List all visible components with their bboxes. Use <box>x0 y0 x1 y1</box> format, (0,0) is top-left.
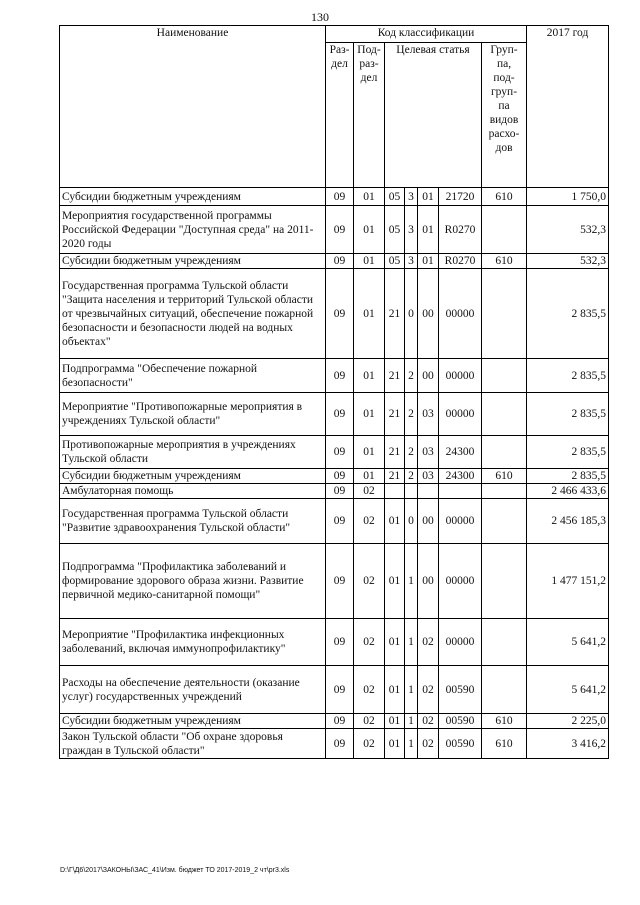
table-row <box>60 254 609 269</box>
table-row <box>60 729 609 759</box>
row-expense-type <box>482 484 527 499</box>
row-direction-code: 00000 <box>439 544 482 619</box>
row-podrazdel: 01 <box>354 469 385 484</box>
row-razdel: 09 <box>326 729 354 759</box>
row-razdel: 09 <box>326 499 354 544</box>
row-razdel: 09 <box>326 393 354 436</box>
row-razdel: 09 <box>326 666 354 714</box>
row-name: Мероприятие "Противопожарные мероприятия в учреждениях Тульской области" <box>60 393 326 436</box>
row-direction-code: 24300 <box>439 469 482 484</box>
row-podrazdel: 02 <box>354 714 385 729</box>
row-podrazdel: 02 <box>354 729 385 759</box>
row-program-code: 05 <box>385 254 405 269</box>
row-razdel: 09 <box>326 359 354 393</box>
row-subprogram-code: 1 <box>405 729 418 759</box>
budget-table <box>59 25 609 759</box>
row-subprogram-code: 2 <box>405 436 418 469</box>
row-event-code: 02 <box>418 729 439 759</box>
row-subprogram-code <box>405 484 418 499</box>
row-razdel: 09 <box>326 188 354 206</box>
row-amount: 3 416,2 <box>527 729 609 759</box>
row-amount: 2 835,5 <box>527 469 609 484</box>
row-event-code: 03 <box>418 436 439 469</box>
row-name: Противопожарные мероприятия в учреждениях Тульской области <box>60 436 326 469</box>
row-razdel: 09 <box>326 206 354 254</box>
row-podrazdel: 02 <box>354 666 385 714</box>
row-razdel: 09 <box>326 469 354 484</box>
row-direction-code: R0270 <box>439 254 482 269</box>
row-direction-code: 00590 <box>439 714 482 729</box>
row-amount: 2 835,5 <box>527 436 609 469</box>
row-subprogram-code: 2 <box>405 393 418 436</box>
row-event-code <box>418 484 439 499</box>
row-expense-type <box>482 269 527 359</box>
row-subprogram-code: 2 <box>405 359 418 393</box>
row-program-code: 05 <box>385 188 405 206</box>
table-row <box>60 484 609 499</box>
row-podrazdel: 01 <box>354 254 385 269</box>
table-row <box>60 469 609 484</box>
row-name: Мероприятия государственной программы Российской Федерации "Доступная среда" на 2011-2020 годы <box>60 206 326 254</box>
table-row <box>60 714 609 729</box>
row-direction-code: 00590 <box>439 666 482 714</box>
row-expense-type <box>482 666 527 714</box>
row-razdel: 09 <box>326 436 354 469</box>
row-expense-type <box>482 499 527 544</box>
row-event-code: 00 <box>418 499 439 544</box>
row-razdel: 09 <box>326 544 354 619</box>
row-podrazdel: 02 <box>354 499 385 544</box>
row-event-code: 01 <box>418 206 439 254</box>
row-amount: 2 466 433,6 <box>527 484 609 499</box>
row-podrazdel: 01 <box>354 269 385 359</box>
row-program-code <box>385 484 405 499</box>
row-podrazdel: 01 <box>354 359 385 393</box>
row-subprogram-code: 1 <box>405 544 418 619</box>
row-podrazdel: 01 <box>354 206 385 254</box>
row-podrazdel: 01 <box>354 436 385 469</box>
row-program-code: 05 <box>385 206 405 254</box>
row-podrazdel: 02 <box>354 484 385 499</box>
row-name: Государственная программа Тульской области "Защита населения и территорий Тульской области от чрезвычайных ситуаций, обеспечение пожарной безопасности и безопасности людей на водных объектах" <box>60 269 326 359</box>
row-event-code: 01 <box>418 188 439 206</box>
row-amount: 2 835,5 <box>527 359 609 393</box>
row-event-code: 03 <box>418 469 439 484</box>
row-program-code: 01 <box>385 714 405 729</box>
row-direction-code: 00000 <box>439 393 482 436</box>
table-row <box>60 206 609 254</box>
row-direction-code: 24300 <box>439 436 482 469</box>
row-amount: 2 835,5 <box>527 393 609 436</box>
row-direction-code: 21720 <box>439 188 482 206</box>
table-row <box>60 436 609 469</box>
row-podrazdel: 02 <box>354 619 385 666</box>
table-row <box>60 359 609 393</box>
row-name: Субсидии бюджетным учреждениям <box>60 188 326 206</box>
row-amount: 532,3 <box>527 206 609 254</box>
row-expense-type: 610 <box>482 469 527 484</box>
row-program-code: 21 <box>385 269 405 359</box>
row-amount: 2 225,0 <box>527 714 609 729</box>
row-razdel: 09 <box>326 484 354 499</box>
row-program-code: 01 <box>385 666 405 714</box>
row-name: Субсидии бюджетным учреждениям <box>60 714 326 729</box>
row-razdel: 09 <box>326 714 354 729</box>
row-direction-code: R0270 <box>439 206 482 254</box>
row-subprogram-code: 0 <box>405 269 418 359</box>
row-subprogram-code: 2 <box>405 469 418 484</box>
row-expense-type <box>482 544 527 619</box>
row-event-code: 00 <box>418 269 439 359</box>
table-row <box>60 188 609 206</box>
table-row <box>60 269 609 359</box>
row-direction-code: 00000 <box>439 619 482 666</box>
row-name: Подпрограмма "Профилактика заболеваний и формирование здорового образа жизни. Развитие первичной медико-санитарной помощи" <box>60 544 326 619</box>
row-expense-type <box>482 619 527 666</box>
row-expense-type: 610 <box>482 188 527 206</box>
row-name: Расходы на обеспечение деятельности (оказание услуг) государственных учреждений <box>60 666 326 714</box>
row-razdel: 09 <box>326 269 354 359</box>
row-subprogram-code: 3 <box>405 188 418 206</box>
row-event-code: 03 <box>418 393 439 436</box>
row-amount: 532,3 <box>527 254 609 269</box>
row-event-code: 02 <box>418 714 439 729</box>
row-name: Субсидии бюджетным учреждениям <box>60 254 326 269</box>
header-year: 2017 год <box>527 26 609 188</box>
row-program-code: 21 <box>385 436 405 469</box>
row-expense-type: 610 <box>482 254 527 269</box>
table-row <box>60 393 609 436</box>
footer-file-path: D:\Г\Д6\2017\ЗАКОНЫ\ЗАС_41\Изм. бюджет ТО 2017-2019_2 чт\pr3.xls <box>60 867 290 874</box>
row-expense-type <box>482 359 527 393</box>
row-direction-code: 00590 <box>439 729 482 759</box>
row-name: Амбулаторная помощь <box>60 484 326 499</box>
row-name: Мероприятие "Профилактика инфекционных заболеваний, включая иммунопрофилактику" <box>60 619 326 666</box>
row-subprogram-code: 3 <box>405 206 418 254</box>
row-event-code: 00 <box>418 544 439 619</box>
row-podrazdel: 01 <box>354 393 385 436</box>
row-subprogram-code: 0 <box>405 499 418 544</box>
row-amount: 5 641,2 <box>527 619 609 666</box>
row-expense-type <box>482 206 527 254</box>
row-expense-type <box>482 436 527 469</box>
header-razdel: Раз- дел <box>326 43 354 188</box>
row-amount: 2 456 185,3 <box>527 499 609 544</box>
table-row <box>60 666 609 714</box>
row-expense-type: 610 <box>482 729 527 759</box>
row-subprogram-code: 1 <box>405 714 418 729</box>
row-program-code: 01 <box>385 499 405 544</box>
table-row <box>60 499 609 544</box>
row-program-code: 01 <box>385 729 405 759</box>
header-vid: Груп- па, под- груп- па видов расхо- дов <box>482 43 527 188</box>
row-event-code: 00 <box>418 359 439 393</box>
row-program-code: 01 <box>385 544 405 619</box>
row-amount: 5 641,2 <box>527 666 609 714</box>
row-expense-type <box>482 393 527 436</box>
row-program-code: 21 <box>385 469 405 484</box>
row-name: Государственная программа Тульской области "Развитие здравоохранения Тульской области" <box>60 499 326 544</box>
row-amount: 2 835,5 <box>527 269 609 359</box>
row-program-code: 01 <box>385 619 405 666</box>
row-subprogram-code: 1 <box>405 666 418 714</box>
row-program-code: 21 <box>385 393 405 436</box>
row-name: Подпрограмма "Обеспечение пожарной безопасности" <box>60 359 326 393</box>
row-name: Субсидии бюджетным учреждениям <box>60 469 326 484</box>
table-row <box>60 619 609 666</box>
table-row <box>60 544 609 619</box>
row-podrazdel: 01 <box>354 188 385 206</box>
row-expense-type: 610 <box>482 714 527 729</box>
header-celevaya: Целевая статья <box>385 43 482 188</box>
row-name: Закон Тульской области "Об охране здоровья граждан в Тульской области" <box>60 729 326 759</box>
row-amount: 1 477 151,2 <box>527 544 609 619</box>
row-razdel: 09 <box>326 619 354 666</box>
row-razdel: 09 <box>326 254 354 269</box>
row-direction-code: 00000 <box>439 359 482 393</box>
header-code: Код классификации <box>326 26 527 43</box>
row-direction-code: 00000 <box>439 269 482 359</box>
row-event-code: 02 <box>418 666 439 714</box>
page-number: 130 <box>311 10 329 24</box>
row-program-code: 21 <box>385 359 405 393</box>
row-subprogram-code: 1 <box>405 619 418 666</box>
row-amount: 1 750,0 <box>527 188 609 206</box>
row-direction-code <box>439 484 482 499</box>
row-subprogram-code: 3 <box>405 254 418 269</box>
header-podrazdel: Под- раз- дел <box>354 43 385 188</box>
row-event-code: 02 <box>418 619 439 666</box>
row-podrazdel: 02 <box>354 544 385 619</box>
header-name: Наименование <box>60 26 326 188</box>
row-direction-code: 00000 <box>439 499 482 544</box>
row-event-code: 01 <box>418 254 439 269</box>
